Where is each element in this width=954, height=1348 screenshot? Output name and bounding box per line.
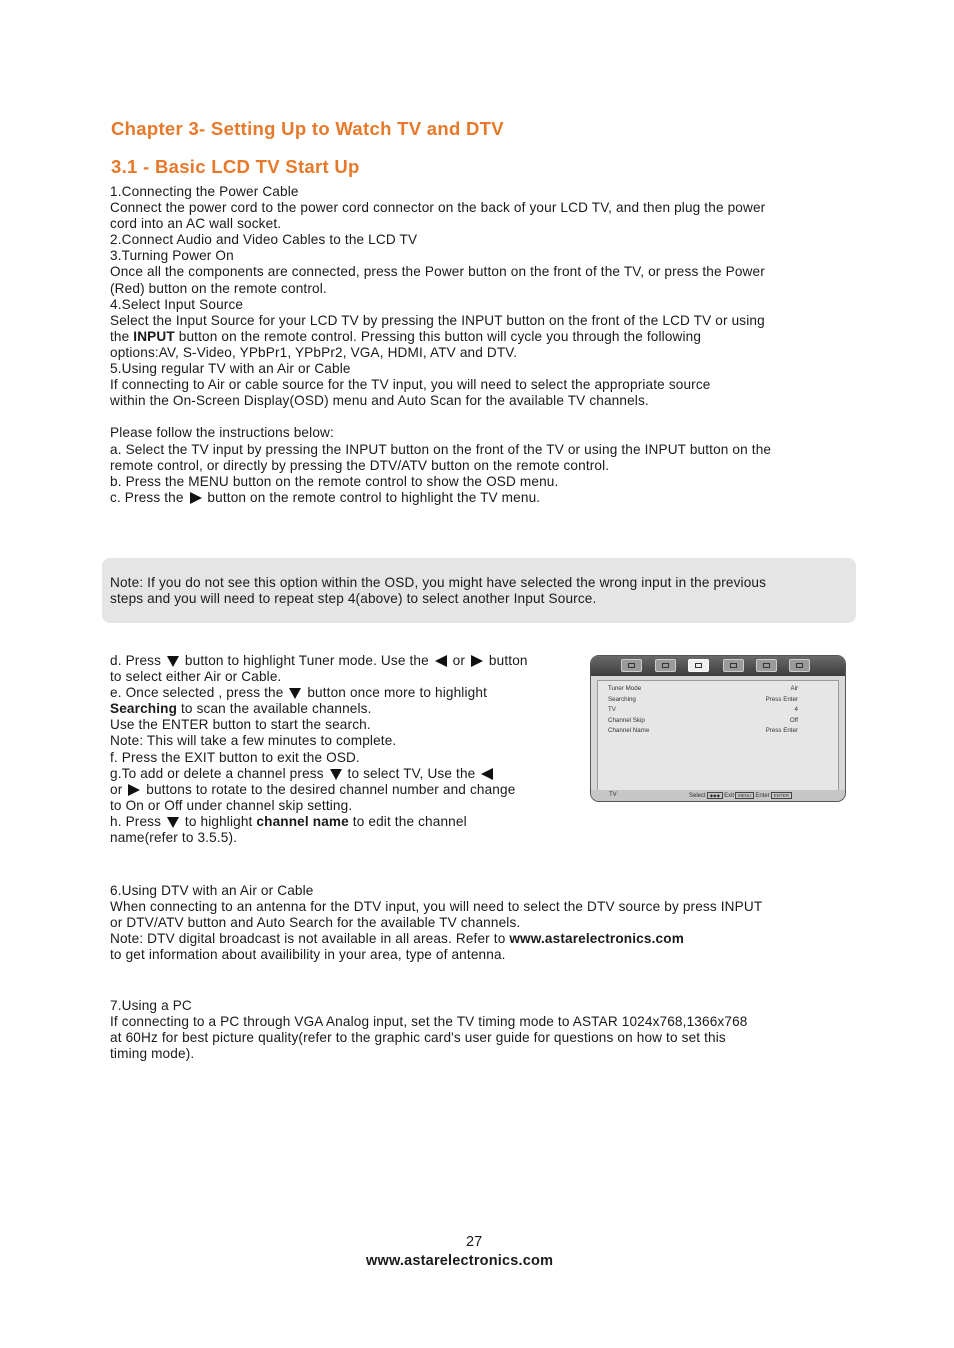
osd-exit-text: Exit [724, 793, 735, 800]
left-arrow-icon [435, 655, 447, 667]
osd-row-tuner-mode [608, 685, 798, 692]
text-line [110, 653, 580, 669]
text-line: or DTV/ATV button and Auto Search for the available TV channels. [110, 915, 521, 931]
text-fragment: button on the remote control. Pressing this button will cycle you through the following [174, 328, 702, 344]
down-arrow-icon [167, 817, 179, 828]
text-line: name(refer to 3.5.5). [110, 830, 238, 846]
text-line: b. Press the MENU button on the remote control to show the OSD menu. [110, 473, 559, 489]
searching-keyword: Searching [110, 701, 178, 717]
down-arrow-icon [167, 656, 179, 667]
tv-icon [688, 659, 709, 672]
right-arrow-icon [128, 784, 140, 796]
osd-row-label: Channel Skip [608, 717, 645, 724]
photo-icon [789, 659, 810, 672]
osd-row-value: Press Enter [765, 696, 798, 703]
text-line: f. Press the EXIT button to exit the OSD. [110, 749, 360, 765]
text-line: Please follow the instructions below: [110, 425, 334, 441]
text-line: If connecting to a PC through VGA Analog input, set the TV timing mode to ASTAR 1024x768,1366x768 [110, 1014, 748, 1030]
text-line [110, 782, 580, 798]
intro-text [110, 184, 855, 506]
osd-row-label: Tuner Mode [608, 685, 642, 692]
text-fragment: the [110, 328, 134, 344]
text-fragment: g.To add or delete a channel press [110, 765, 328, 781]
text-line: Note: If you do not see this option within the OSD, you might have selected the wrong input in the previous [110, 575, 767, 590]
footer-url[interactable]: www.astarelectronics.com [366, 1253, 554, 1269]
osd-select-text: Select [689, 793, 706, 800]
osd-row-channel-skip [608, 717, 798, 724]
text-line: 7.Using a PC [110, 998, 192, 1013]
text-line: a. Select the TV input by pressing the INPUT button on the front of the TV or using the INPUT button on the [110, 441, 772, 457]
text-line: Once all the components are connected, press the Power button on the front of the TV, or press the Power [110, 264, 765, 280]
text-fragment: to scan the available channels. [177, 701, 372, 717]
dtv-text [110, 883, 855, 963]
text-fragment: Note: DTV digital broadcast is not available in all areas. Refer to [110, 931, 510, 947]
pc-text [110, 998, 855, 1062]
text-line: to get information about availibility in your area, type of antenna. [110, 947, 506, 963]
text-line: remote control, or directly by pressing the DTV/ATV button on the remote control. [110, 457, 610, 473]
text-line [110, 490, 855, 506]
text-fragment: or [110, 781, 127, 797]
text-fragment: button [485, 653, 528, 668]
text-fragment: d. Press [110, 653, 165, 668]
osd-icon-bar [591, 656, 845, 676]
text-line [110, 329, 855, 345]
text-line: within the On-Screen Display(OSD) menu and Auto Scan for the available TV channels. [110, 393, 649, 409]
text-fragment: to select TV, Use the [343, 765, 480, 781]
text-fragment: e. Once selected , press the [110, 685, 288, 701]
steps-text [110, 653, 580, 846]
osd-select-key: ◆◆◆ [707, 792, 723, 799]
text-fragment: or [448, 653, 469, 668]
left-arrow-icon [481, 768, 493, 780]
osd-row-tv [608, 706, 798, 713]
text-fragment: buttons to rotate to the desired channel number and change [142, 781, 516, 797]
page-number: 27 [466, 1234, 483, 1250]
osd-row-label: Channel Name [608, 727, 650, 734]
text-line: 3.Turning Power On [110, 248, 234, 264]
text-line: options:AV, S-Video, YPbPr1, YPbPr2, VGA, HDMI, ATV and DTV. [110, 344, 518, 360]
osd-row-label: Searching [608, 696, 636, 703]
text-line: 6.Using DTV with an Air or Cable [110, 883, 314, 898]
text-fragment: to highlight [181, 813, 257, 829]
text-line: timing mode). [110, 1046, 195, 1062]
input-icon [723, 659, 744, 672]
osd-row-channel-name [608, 727, 798, 734]
text-line: (Red) button on the remote control. [110, 280, 327, 296]
osd-help [689, 792, 793, 799]
note-text [110, 575, 766, 607]
right-arrow-icon [190, 492, 202, 504]
monitor-icon [756, 659, 777, 672]
text-line: to On or Off under channel skip setting. [110, 797, 353, 813]
text-line: 2.Connect Audio and Video Cables to the LCD TV [110, 232, 418, 248]
osd-enter-text: Enter [755, 793, 770, 800]
text-line: Use the ENTER button to start the search. [110, 717, 371, 733]
osd-row-value: Off [789, 717, 798, 724]
section-title: 3.1 - Basic LCD TV Start Up [111, 156, 360, 177]
text-fragment: button to highlight Tuner mode. Use the [181, 653, 433, 668]
chapter-title: Chapter 3- Setting Up to Watch TV and DTV [111, 118, 504, 139]
text-line: 4.Select Input Source [110, 296, 244, 312]
tools-icon [655, 659, 676, 672]
text-line [110, 701, 580, 717]
text-line: If connecting to Air or cable source for the TV input, you will need to select the appropriate source [110, 377, 711, 393]
right-arrow-icon [471, 655, 483, 667]
text-fragment: to edit the channel [348, 813, 467, 829]
text-line: Note: This will take a few minutes to complete. [110, 733, 397, 749]
picture-icon [621, 659, 642, 672]
osd-exit-key: MENU [735, 792, 754, 799]
text-fragment: h. Press [110, 813, 165, 829]
text-line [110, 814, 580, 830]
blank-line [110, 409, 855, 425]
text-fragment: c. Press the [110, 489, 188, 505]
text-line: 5.Using regular TV with an Air or Cable [110, 361, 351, 377]
text-line [110, 931, 855, 947]
osd-row-value: 4 [794, 706, 798, 713]
down-arrow-icon [289, 688, 301, 699]
osd-row-label: TV [608, 706, 616, 713]
osd-enter-key: ENTER [771, 792, 792, 799]
osd-panel [597, 680, 839, 791]
osd-footer-label: TV [609, 792, 617, 798]
text-line: 1.Connecting the Power Cable [110, 184, 299, 199]
text-line: at 60Hz for best picture quality(refer to the graphic card's user guide for questions on how to set this [110, 1030, 726, 1046]
channel-name-keyword: channel name [256, 813, 349, 829]
text-line: to select either Air or Cable. [110, 669, 282, 685]
website-link[interactable]: www.astarelectronics.com [509, 931, 684, 947]
osd-footer [591, 790, 845, 801]
text-line: steps and you will need to repeat step 4(above) to select another Input Source. [110, 591, 597, 607]
osd-row-searching [608, 696, 798, 703]
text-fragment: button once more to highlight [303, 685, 487, 701]
osd-menu-screenshot [590, 655, 846, 802]
input-keyword: INPUT [133, 328, 175, 344]
text-line: Connect the power cord to the power cord connector on the back of your LCD TV, and then plug the power [110, 200, 766, 216]
down-arrow-icon [330, 769, 342, 780]
text-line: When connecting to an antenna for the DTV input, you will need to select the DTV source by press INPUT [110, 899, 763, 915]
text-line: Select the Input Source for your LCD TV by pressing the INPUT button on the front of the LCD TV or using [110, 312, 765, 328]
text-fragment: button on the remote control to highlight the TV menu. [203, 489, 541, 505]
text-line [110, 685, 580, 701]
text-line [110, 766, 580, 782]
text-line: cord into an AC wall socket. [110, 216, 282, 232]
osd-row-value: Air [790, 685, 798, 692]
osd-row-value: Press Enter [765, 727, 798, 734]
